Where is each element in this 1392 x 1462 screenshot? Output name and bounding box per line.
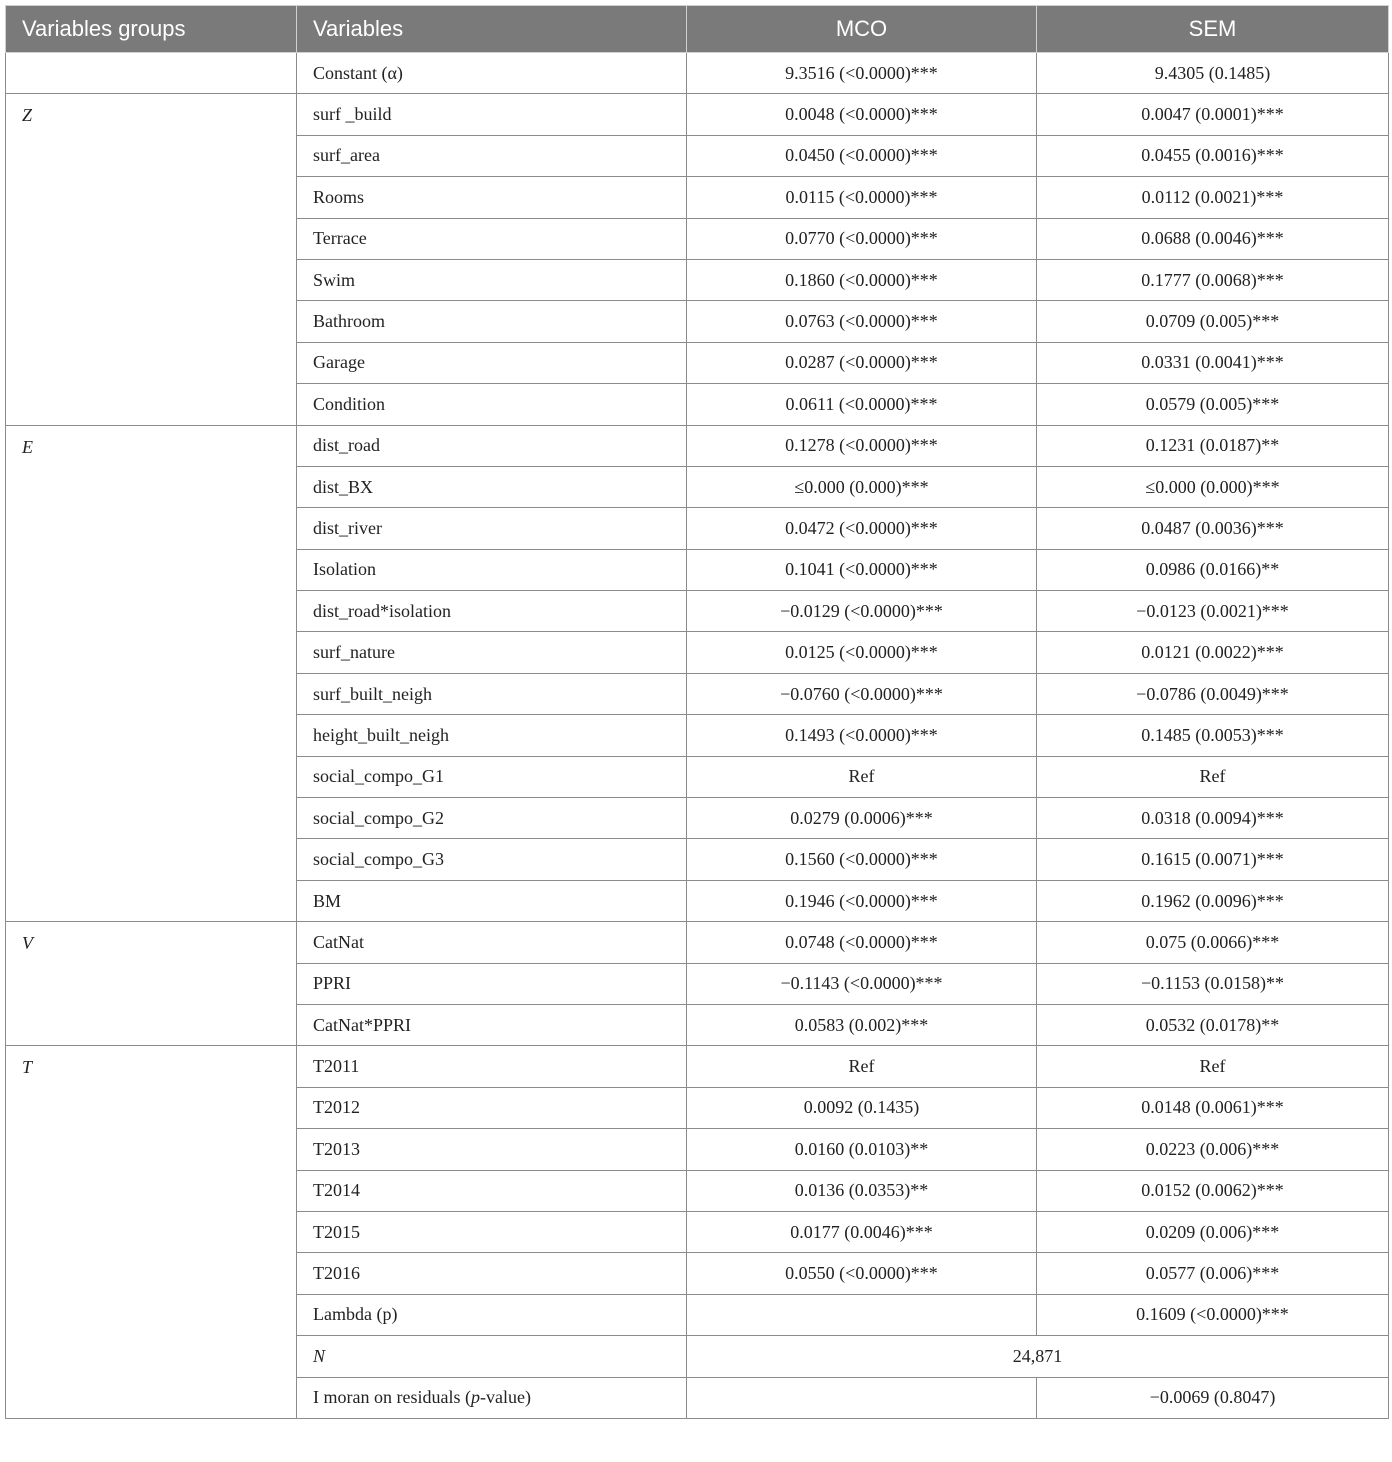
group-label-z: Z <box>6 94 297 425</box>
mco-value: 0.0770 (<0.0000)*** <box>687 218 1037 259</box>
table-row <box>6 425 1389 466</box>
results-table-container <box>5 5 1388 1419</box>
variable-name: Isolation <box>297 549 687 590</box>
sem-value: 0.0532 (0.0178)** <box>1037 1004 1389 1045</box>
variable-name: CatNat <box>297 922 687 963</box>
mco-value <box>687 1377 1037 1418</box>
group-cell-empty <box>6 53 297 94</box>
mco-value: 0.0136 (0.0353)** <box>687 1170 1037 1211</box>
moran-label-p: p <box>470 1387 480 1408</box>
mco-value: 0.0611 (<0.0000)*** <box>687 384 1037 425</box>
variable-name: T2012 <box>297 1087 687 1128</box>
mco-value: 0.0450 (<0.0000)*** <box>687 135 1037 176</box>
mco-value: 0.0048 (<0.0000)*** <box>687 94 1037 135</box>
mco-value: 0.0160 (0.0103)** <box>687 1129 1037 1170</box>
variable-name: N <box>297 1336 687 1377</box>
variable-name: dist_BX <box>297 466 687 507</box>
variable-name: BM <box>297 880 687 921</box>
variable-name: surf_area <box>297 135 687 176</box>
variable-name: dist_road*isolation <box>297 591 687 632</box>
variable-name: T2016 <box>297 1253 687 1294</box>
sem-value: −0.0786 (0.0049)*** <box>1037 673 1389 714</box>
variable-name: social_compo_G3 <box>297 839 687 880</box>
mco-value: 0.1493 (<0.0000)*** <box>687 715 1037 756</box>
variable-name: Rooms <box>297 177 687 218</box>
mco-value: 0.1041 (<0.0000)*** <box>687 549 1037 590</box>
table-row <box>6 922 1389 963</box>
mco-value: 0.1560 (<0.0000)*** <box>687 839 1037 880</box>
variable-name: T2013 <box>297 1129 687 1170</box>
mco-value: −0.0129 (<0.0000)*** <box>687 591 1037 632</box>
table-row <box>6 53 1389 94</box>
mco-value <box>687 1294 1037 1335</box>
regression-results-table <box>5 5 1389 1419</box>
mco-value: ≤0.000 (0.000)*** <box>687 466 1037 507</box>
sem-value: 0.0223 (0.006)*** <box>1037 1129 1389 1170</box>
mco-value: Ref <box>687 756 1037 797</box>
sem-value: ≤0.000 (0.000)*** <box>1037 466 1389 507</box>
variable-name: Condition <box>297 384 687 425</box>
sem-value: 0.0121 (0.0022)*** <box>1037 632 1389 673</box>
header-variables-groups: Variables groups <box>6 6 297 53</box>
mco-value: 0.0472 (<0.0000)*** <box>687 508 1037 549</box>
variable-name: T2014 <box>297 1170 687 1211</box>
variable-name: dist_river <box>297 508 687 549</box>
sem-value: Ref <box>1037 756 1389 797</box>
variable-name: Garage <box>297 342 687 383</box>
mco-value: 0.1860 (<0.0000)*** <box>687 259 1037 300</box>
variable-name: CatNat*PPRI <box>297 1004 687 1045</box>
sem-value: 9.4305 (0.1485) <box>1037 53 1389 94</box>
variable-name: dist_road <box>297 425 687 466</box>
mco-value: 0.0583 (0.002)*** <box>687 1004 1037 1045</box>
variable-name: social_compo_G1 <box>297 756 687 797</box>
mco-value: 0.1278 (<0.0000)*** <box>687 425 1037 466</box>
sem-value: 0.0709 (0.005)*** <box>1037 301 1389 342</box>
mco-value: 0.0550 (<0.0000)*** <box>687 1253 1037 1294</box>
mco-value: 0.0763 (<0.0000)*** <box>687 301 1037 342</box>
variable-name: surf_nature <box>297 632 687 673</box>
sem-value: 0.075 (0.0066)*** <box>1037 922 1389 963</box>
sem-value: 0.1615 (0.0071)*** <box>1037 839 1389 880</box>
variable-name: Terrace <box>297 218 687 259</box>
variable-name: T2015 <box>297 1211 687 1252</box>
table-row <box>6 1046 1389 1087</box>
sem-value: 0.0331 (0.0041)*** <box>1037 342 1389 383</box>
sem-value: 0.1962 (0.0096)*** <box>1037 880 1389 921</box>
mco-value: 0.0115 (<0.0000)*** <box>687 177 1037 218</box>
mco-value: Ref <box>687 1046 1037 1087</box>
mco-value: −0.1143 (<0.0000)*** <box>687 963 1037 1004</box>
sem-value: 0.0986 (0.0166)** <box>1037 549 1389 590</box>
header-variables: Variables <box>297 6 687 53</box>
mco-value: 9.3516 (<0.0000)*** <box>687 53 1037 94</box>
variable-name: Constant (α) <box>297 53 687 94</box>
group-label-t: T <box>6 1046 297 1419</box>
sem-value: 0.1231 (0.0187)** <box>1037 425 1389 466</box>
variable-name: T2011 <box>297 1046 687 1087</box>
variable-name: surf_built_neigh <box>297 673 687 714</box>
group-label-v: V <box>6 922 297 1046</box>
sem-value: 0.0579 (0.005)*** <box>1037 384 1389 425</box>
moran-label-prefix: I moran on residuals ( <box>313 1387 471 1408</box>
header-mco: MCO <box>687 6 1037 53</box>
moran-label-suffix: -value) <box>479 1387 531 1408</box>
sem-value: 0.0047 (0.0001)*** <box>1037 94 1389 135</box>
sem-value: 0.0148 (0.0061)*** <box>1037 1087 1389 1128</box>
mco-value: 0.0279 (0.0006)*** <box>687 798 1037 839</box>
variable-name: height_built_neigh <box>297 715 687 756</box>
sem-value: Ref <box>1037 1046 1389 1087</box>
sem-value: 0.1777 (0.0068)*** <box>1037 259 1389 300</box>
sem-value: 0.0487 (0.0036)*** <box>1037 508 1389 549</box>
variable-name: Lambda (p) <box>297 1294 687 1335</box>
sem-value: −0.0123 (0.0021)*** <box>1037 591 1389 632</box>
variable-name: surf _build <box>297 94 687 135</box>
sem-value: 0.0152 (0.0062)*** <box>1037 1170 1389 1211</box>
sem-value: −0.1153 (0.0158)** <box>1037 963 1389 1004</box>
header-row <box>6 6 1389 53</box>
mco-value: 0.0177 (0.0046)*** <box>687 1211 1037 1252</box>
mco-value: 0.0092 (0.1435) <box>687 1087 1037 1128</box>
sem-value: 0.1609 (<0.0000)*** <box>1037 1294 1389 1335</box>
sem-value: 0.0688 (0.0046)*** <box>1037 218 1389 259</box>
sem-value: 0.0112 (0.0021)*** <box>1037 177 1389 218</box>
mco-value: 0.0125 (<0.0000)*** <box>687 632 1037 673</box>
mco-value: −0.0760 (<0.0000)*** <box>687 673 1037 714</box>
sem-value: 0.0455 (0.0016)*** <box>1037 135 1389 176</box>
variable-name: Bathroom <box>297 301 687 342</box>
sem-value: −0.0069 (0.8047) <box>1037 1377 1389 1418</box>
variable-name <box>297 1377 687 1418</box>
n-value: 24,871 <box>687 1336 1389 1377</box>
variable-name: PPRI <box>297 963 687 1004</box>
header-sem: SEM <box>1037 6 1389 53</box>
sem-value: 0.0318 (0.0094)*** <box>1037 798 1389 839</box>
sem-value: 0.1485 (0.0053)*** <box>1037 715 1389 756</box>
sem-value: 0.0577 (0.006)*** <box>1037 1253 1389 1294</box>
mco-value: 0.1946 (<0.0000)*** <box>687 880 1037 921</box>
group-label-e: E <box>6 425 297 922</box>
variable-name: Swim <box>297 259 687 300</box>
sem-value: 0.0209 (0.006)*** <box>1037 1211 1389 1252</box>
mco-value: 0.0748 (<0.0000)*** <box>687 922 1037 963</box>
mco-value: 0.0287 (<0.0000)*** <box>687 342 1037 383</box>
variable-name: social_compo_G2 <box>297 798 687 839</box>
table-row <box>6 94 1389 135</box>
